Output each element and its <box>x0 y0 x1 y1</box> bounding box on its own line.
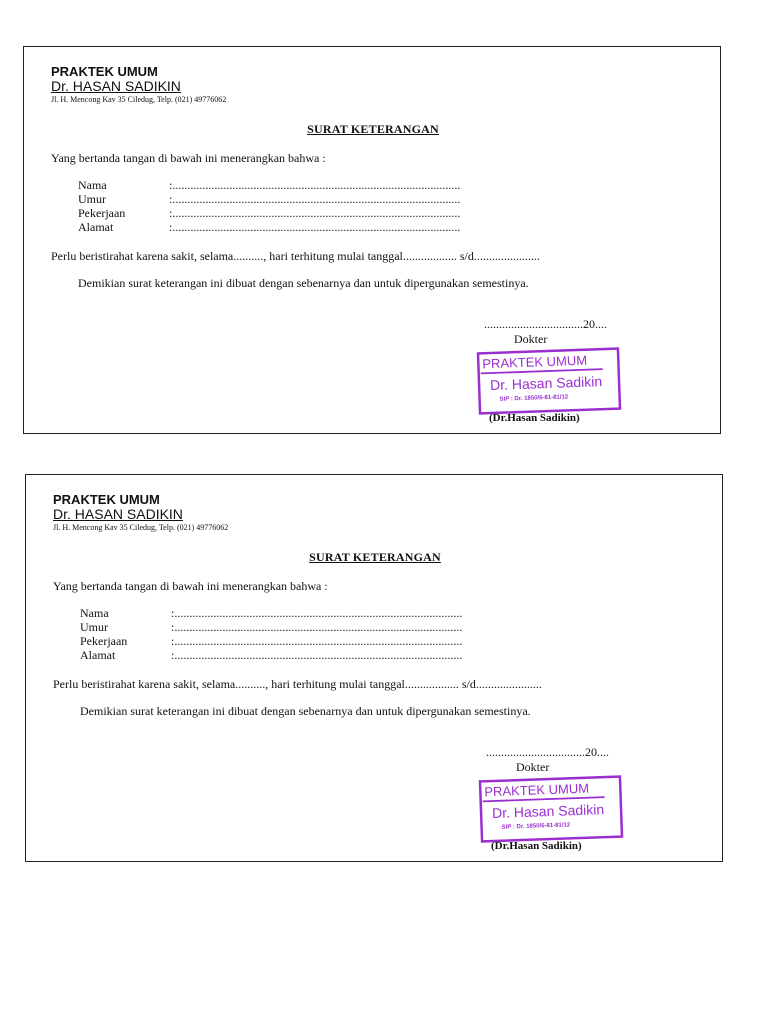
field-nama <box>80 606 600 621</box>
stamp-clinic: PRAKTEK UMUM <box>482 352 588 372</box>
field-umur <box>80 620 600 635</box>
date-line: .................................20.... <box>484 317 607 331</box>
closing-statement: Demikian surat keterangan ini dibuat dengan sebenarnya dan untuk dipergunakan semestinya. <box>78 276 529 290</box>
stamp-clinic: PRAKTEK UMUM <box>484 780 590 800</box>
signer-role: Dokter <box>516 760 550 774</box>
field-label: Nama <box>78 178 107 192</box>
signer-role: Dokter <box>514 332 548 346</box>
field-label: Umur <box>80 620 108 634</box>
field-label: Nama <box>80 606 109 620</box>
closing-statement: Demikian surat keterangan ini dibuat dengan sebenarnya dan untuk dipergunakan semestinya. <box>80 704 531 718</box>
field-blank: :................................................................................................ <box>169 192 461 206</box>
field-blank: :................................................................................................ <box>169 220 461 234</box>
signer-name: (Dr.Hasan Sadikin) <box>489 412 580 424</box>
field-alamat <box>80 648 600 663</box>
stamp-license: SIP : Dr. 1850/6-81-81/12 <box>499 394 569 403</box>
field-blank: :................................................................................................ <box>169 178 461 192</box>
clinic-name: PRAKTEK UMUM <box>53 492 160 507</box>
document-title: SURAT KETERANGAN <box>309 550 441 564</box>
field-pekerjaan <box>80 634 600 649</box>
stamp-license: SIP : Dr. 1850/6-81-81/12 <box>501 822 571 831</box>
certificate-form-2 <box>25 474 723 862</box>
field-blank: :................................................................................................ <box>169 206 461 220</box>
field-blank: :................................................................................................ <box>171 634 463 648</box>
clinic-stamp <box>478 775 624 844</box>
clinic-stamp <box>476 347 622 416</box>
doctor-name: Dr. HASAN SADIKIN <box>51 78 181 94</box>
document-title: SURAT KETERANGAN <box>307 122 439 136</box>
field-label: Alamat <box>80 648 116 662</box>
field-label: Pekerjaan <box>78 206 126 220</box>
field-label: Pekerjaan <box>80 634 128 648</box>
signer-name: (Dr.Hasan Sadikin) <box>491 840 582 852</box>
field-blank: :................................................................................................ <box>171 620 463 634</box>
field-nama <box>78 178 598 193</box>
doctor-name: Dr. HASAN SADIKIN <box>53 506 183 522</box>
certificate-form-1 <box>23 46 721 434</box>
field-blank: :................................................................................................ <box>171 648 463 662</box>
clinic-address: Jl. H. Mencong Kav 35 Ciledug, Telp. (021) 49776062 <box>53 523 229 532</box>
clinic-address: Jl. H. Mencong Kav 35 Ciledug, Telp. (021) 49776062 <box>51 95 227 104</box>
field-umur <box>78 192 598 207</box>
intro-text: Yang bertanda tangan di bawah ini menerangkan bahwa : <box>53 579 328 593</box>
date-line: .................................20.... <box>486 745 609 759</box>
intro-text: Yang bertanda tangan di bawah ini menerangkan bahwa : <box>51 151 326 165</box>
rest-period-line: Perlu beristirahat karena sakit, selama.........., hari terhitung mulai tanggal.................. s/d...................... <box>51 249 540 263</box>
field-alamat <box>78 220 598 235</box>
field-pekerjaan <box>78 206 598 221</box>
stamp-doctor: Dr. Hasan Sadikin <box>491 801 605 822</box>
rest-period-line: Perlu beristirahat karena sakit, selama.........., hari terhitung mulai tanggal.................. s/d...................... <box>53 677 542 691</box>
field-blank: :................................................................................................ <box>171 606 463 620</box>
field-label: Umur <box>78 192 106 206</box>
stamp-doctor: Dr. Hasan Sadikin <box>489 373 603 394</box>
clinic-name: PRAKTEK UMUM <box>51 64 158 79</box>
field-label: Alamat <box>78 220 114 234</box>
